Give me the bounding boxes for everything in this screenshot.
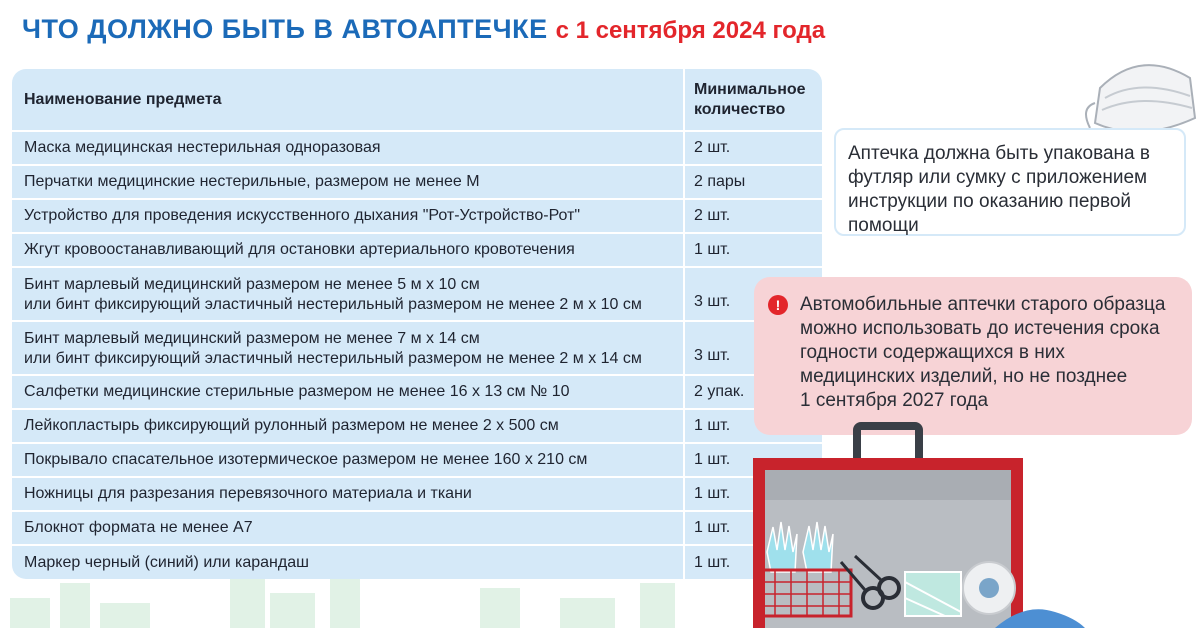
title-main: ЧТО ДОЛЖНО БЫТЬ В АВТОАПТЕЧКЕ xyxy=(22,14,548,44)
item-qty: 1 шт. xyxy=(684,409,822,443)
item-qty: 1 шт. xyxy=(684,511,822,545)
first-aid-kit-illustration xyxy=(745,422,1085,628)
item-qty: 2 шт. xyxy=(684,131,822,165)
item-qty: 1 шт. xyxy=(684,545,822,579)
header-item-name: Наименование предмета xyxy=(12,69,684,131)
item-name-line2: или бинт фиксирующий эластичный нестерильный размером не менее 2 м х 14 см xyxy=(24,350,642,367)
table-row xyxy=(12,443,822,477)
exclamation-icon: ! xyxy=(768,295,788,315)
item-name: Перчатки медицинские нестерильные, размером не менее М xyxy=(12,165,684,199)
table-row xyxy=(12,545,822,579)
item-qty: 1 шт. xyxy=(684,233,822,267)
title-date: с 1 сентября 2024 года xyxy=(555,17,826,44)
warning-line2: можно использовать до истечения срока xyxy=(800,318,1160,339)
item-name-line1: Бинт марлевый медицинский размером не менее 5 м х 10 см xyxy=(24,276,480,293)
table-row xyxy=(12,199,822,233)
table-row xyxy=(12,321,822,375)
item-name: Жгут кровоостанавливающий для остановки артериального кровотечения xyxy=(12,233,684,267)
item-name: Устройство для проведения искусственного дыхания "Рот-Устройство-Рот" xyxy=(12,199,684,233)
table-row xyxy=(12,233,822,267)
warning-line5: 1 сентября 2027 года xyxy=(800,390,989,411)
item-qty: 3 шт. xyxy=(684,321,822,375)
item-name: Салфетки медицинские стерильные размером не менее 16 х 13 см № 10 xyxy=(12,375,684,409)
item-qty: 3 шт. xyxy=(684,267,822,321)
page-title xyxy=(22,14,825,45)
table-row xyxy=(12,477,822,511)
medical-mask-icon xyxy=(1080,48,1200,138)
item-qty: 2 шт. xyxy=(684,199,822,233)
old-kit-warning xyxy=(754,277,1192,435)
tape-roll-icon xyxy=(963,562,1015,614)
table-row xyxy=(12,511,822,545)
warning-line1: Автомобильные аптечки старого образца xyxy=(800,294,1166,315)
table-row xyxy=(12,375,822,409)
item-name: Лейкопластырь фиксирующий рулонный размером не менее 2 х 500 см xyxy=(12,409,684,443)
item-name xyxy=(12,321,684,375)
item-name: Маска медицинская нестерильная одноразовая xyxy=(12,131,684,165)
item-name-line1: Бинт марлевый медицинский размером не менее 7 м х 14 см xyxy=(24,330,480,347)
table-row xyxy=(12,131,822,165)
kit-contents-table xyxy=(12,69,822,579)
table-row xyxy=(12,267,822,321)
item-qty: 2 упак. xyxy=(684,375,822,409)
table-header-row xyxy=(12,69,822,131)
table-row xyxy=(12,165,822,199)
item-name: Ножницы для разрезания перевязочного материала и ткани xyxy=(12,477,684,511)
header-min-quantity xyxy=(684,69,822,131)
item-qty: 1 шт. xyxy=(684,443,822,477)
item-name-line2: или бинт фиксирующий эластичный нестерильный размером не менее 2 м х 10 см xyxy=(24,296,642,313)
item-qty: 1 шт. xyxy=(684,477,822,511)
table-row xyxy=(12,409,822,443)
item-qty: 2 пары xyxy=(684,165,822,199)
item-name: Маркер черный (синий) или карандаш xyxy=(12,545,684,579)
packaging-note: Аптечка должна быть упакована в футляр или сумку с приложением инструкции по оказанию первой помощи xyxy=(834,128,1186,236)
warning-line3: годности содержащихся в них xyxy=(800,342,1065,363)
item-name: Покрывало спасательное изотермическое размером не менее 160 х 210 см xyxy=(12,443,684,477)
item-name xyxy=(12,267,684,321)
warning-line4: медицинских изделий, но не позднее xyxy=(800,366,1128,387)
header-qty-line1: Минимальное xyxy=(694,80,806,98)
item-name: Блокнот формата не менее А7 xyxy=(12,511,684,545)
header-qty-line2: количество xyxy=(694,100,786,118)
